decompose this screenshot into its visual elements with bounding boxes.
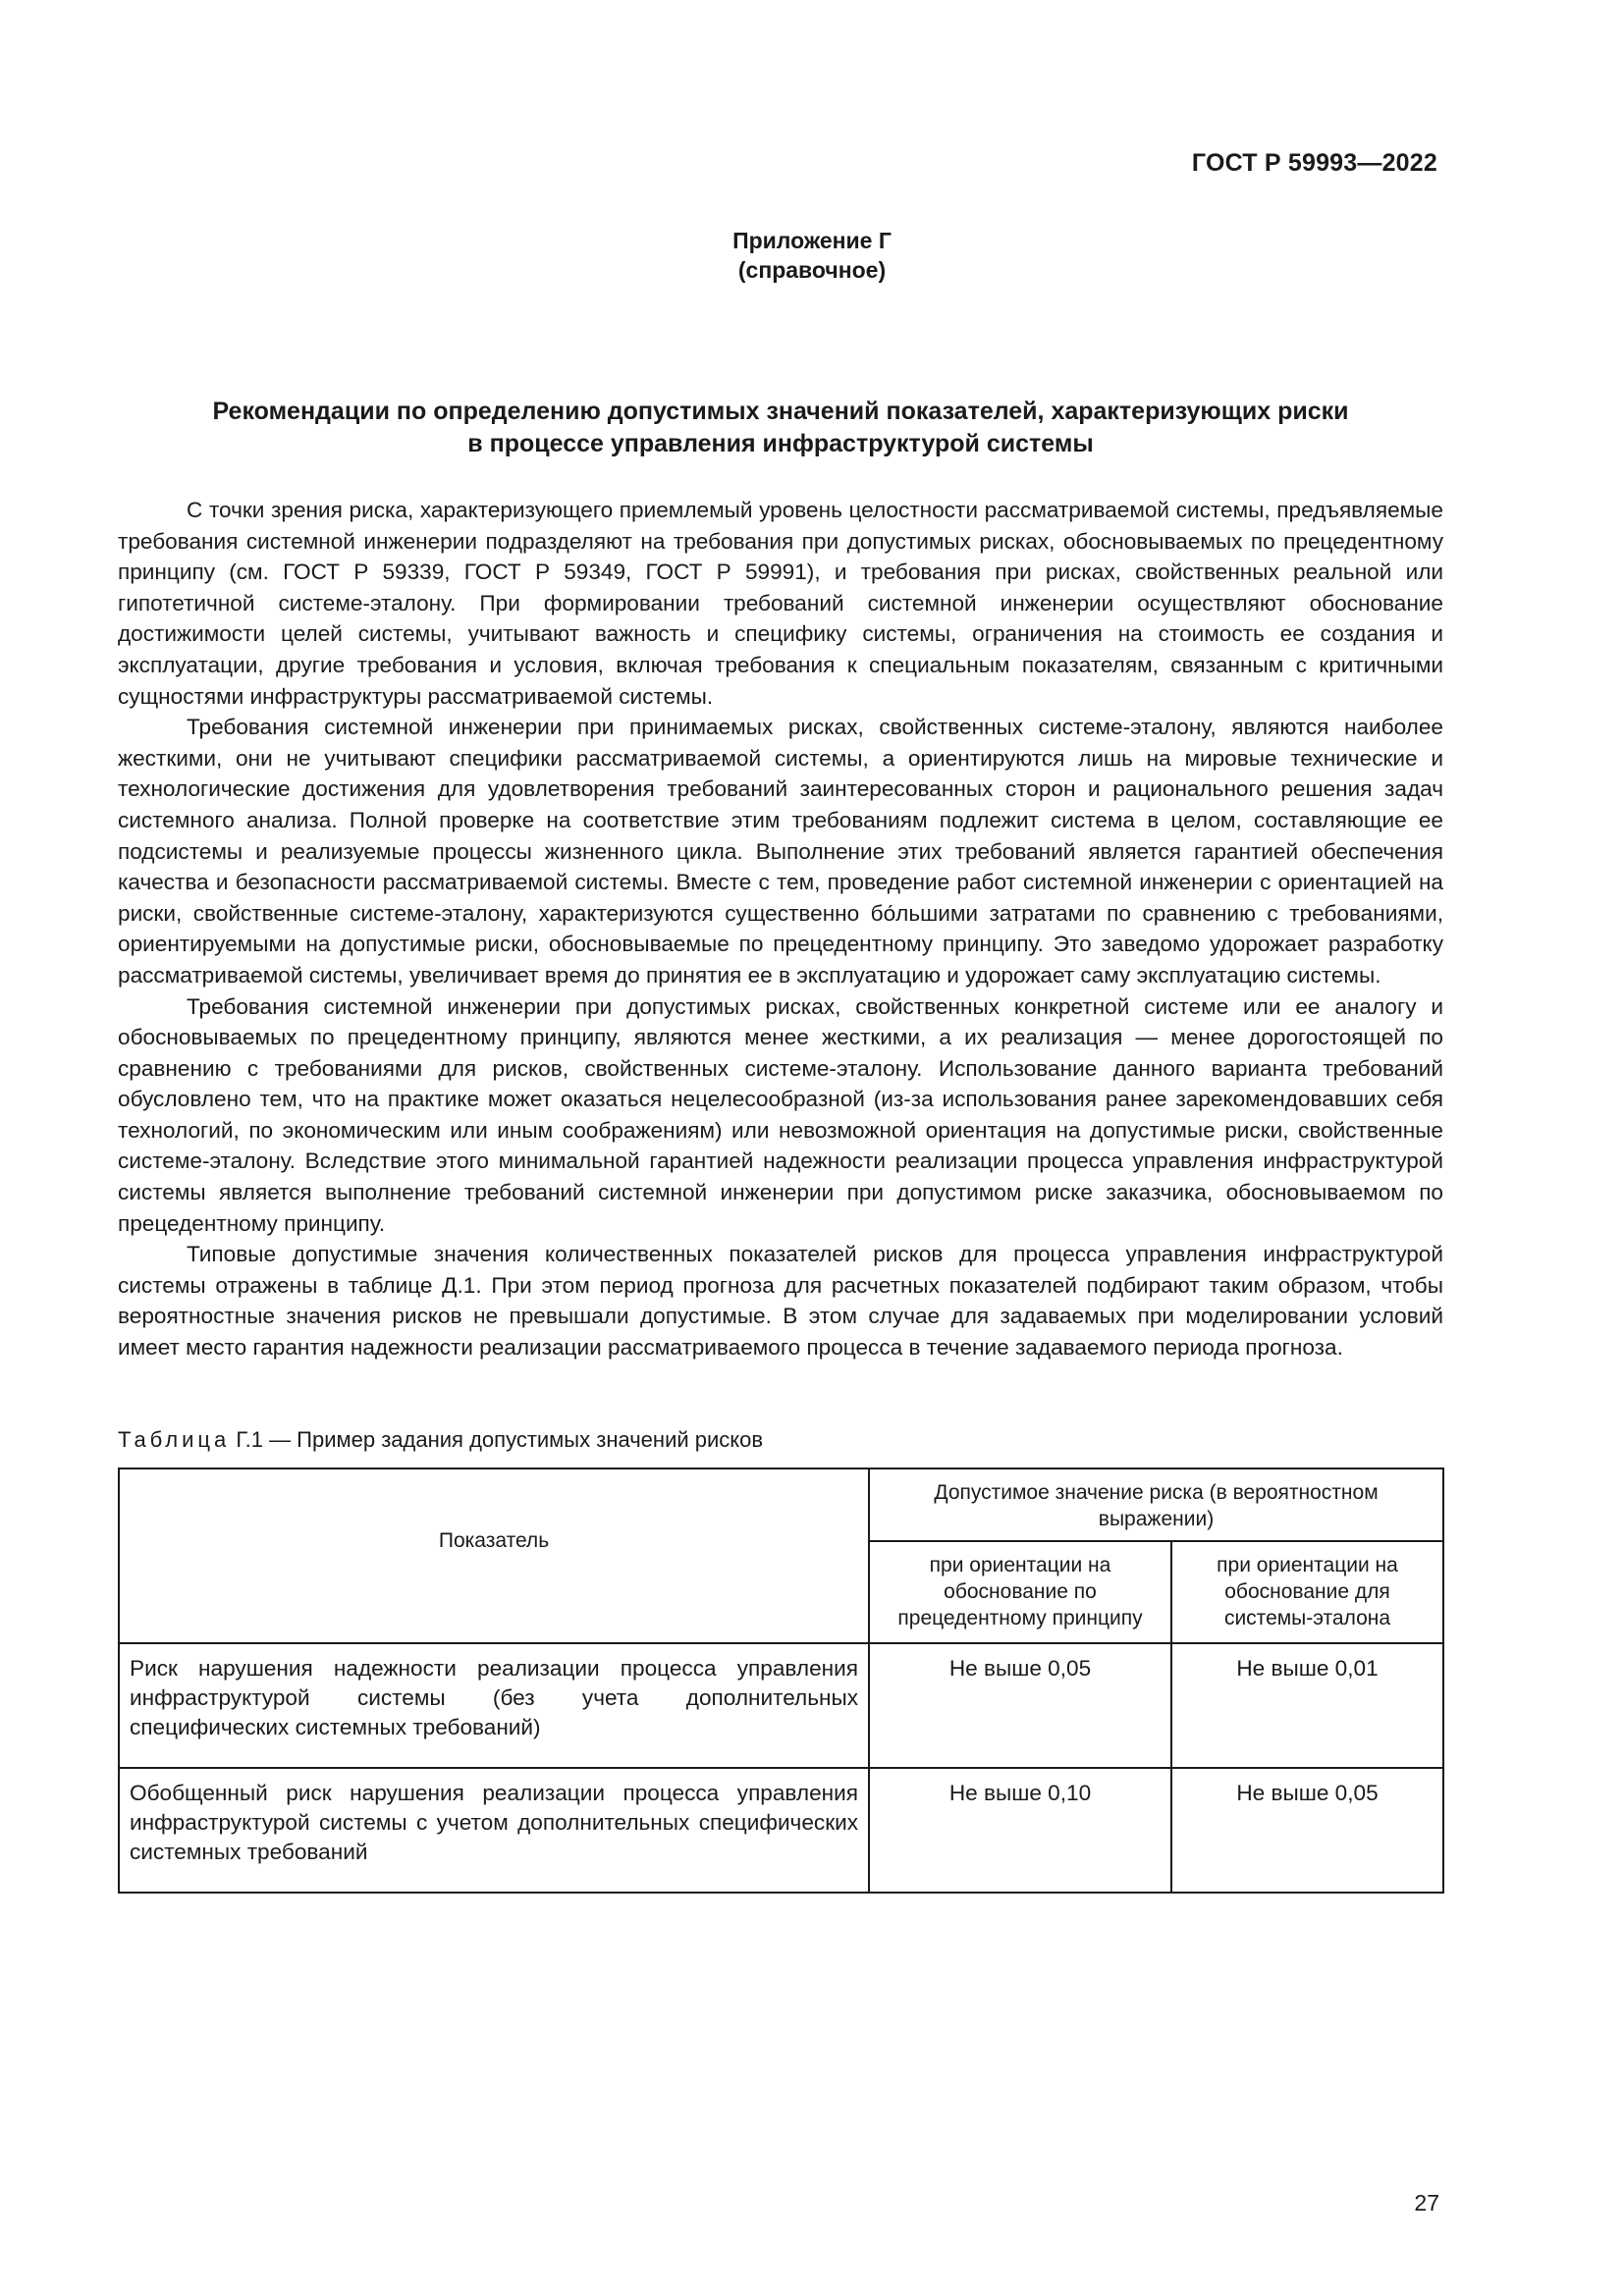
section-title-line-2: в процессе управления инфраструктурой системы (467, 430, 1094, 457)
header-indicator: Показатель (119, 1468, 869, 1643)
header-reference-system: при ориентации на обоснование для системы-эталона (1171, 1541, 1443, 1643)
page-number: 27 (1414, 2190, 1439, 2216)
paragraph: Требования системной инженерии при принимаемых рисках, свойственных системе-эталону, являются наиболее жесткими, они не учитывают специфики рассматриваемой системы, а ориентируются лишь на мировые технические и технологические достижения для удовлетворения требований заинтересованных сторон и рационального решения задач системного анализа. Полной проверке на соответствие этим требованиям подлежит система в целом, составляющие ее подсистемы и реализуемые процессы жизненного цикла. Выполнение этих требований является гарантией обеспечения качества и безопасности рассматриваемой системы. Вместе с тем, проведение работ системной инженерии с ориентацией на риски, свойственные системе-эталону, характеризуются существенно бо́льшими затратами по сравнению с требованиями, ориентируемыми на допустимые риски, обосновываемые по прецедентному принципу. Это заведомо удорожает разработку рассматриваемой системы, увеличивает время до принятия ее в эксплуатацию и удорожает саму эксплуатацию системы. (118, 715, 1443, 988)
section-title-line-1: Рекомендации по определению допустимых значений показателей, характеризующих риски (212, 398, 1349, 425)
table-caption-text: Г.1 — Пример задания допустимых значений рисков (230, 1427, 764, 1452)
table-header-row (119, 1468, 1443, 1541)
header-precedent: при ориентации на обоснование по прецедентному принципу (869, 1541, 1171, 1643)
body-text (118, 495, 1443, 1363)
paragraph: С точки зрения риска, характеризующего приемлемый уровень целостности рассматриваемой системы, предъявляемые требования системной инженерии подразделяют на требования при допустимых рисках, обосновываемых по прецедентному принципу (см. ГОСТ Р 59339, ГОСТ Р 59349, ГОСТ Р 59991), и требования при рисках, свойственных реальной или гипотетичной системе-эталону. При формировании требований системной инженерии осуществляют обоснование достижимости целей системы, учитывают важность и специфику системы, ограничения на стоимость ее создания и эксплуатации, другие требования и условия, включая требования к специальным показателям, связанным с критичными сущностями инфраструктуры рассматриваемой системы. (118, 498, 1443, 709)
header-allowed-risk: Допустимое значение риска (в вероятностном выражении) (869, 1468, 1443, 1541)
paragraph: Типовые допустимые значения количественных показателей рисков для процесса управления инфраструктурой системы отражены в таблице Д.1. При этом период прогноза для расчетных показателей подбирают таким образом, чтобы вероятностные значения рисков не превышали допустимые. В этом случае для задаваемых при моделировании условий имеет место гарантия надежности реализации рассматриваемого процесса в течение задаваемого периода прогноза. (118, 1242, 1443, 1361)
row-reference-value: Не выше 0,05 (1171, 1768, 1443, 1893)
table-caption (118, 1427, 763, 1453)
risk-values-table (118, 1468, 1444, 1894)
section-title (118, 396, 1443, 460)
appendix-title: Приложение Г (732, 228, 892, 253)
appendix-heading (0, 226, 1624, 285)
table-caption-label: Таблица (118, 1427, 231, 1452)
appendix-subtitle: (справочное) (737, 257, 887, 283)
table-row (119, 1643, 1443, 1768)
table-row (119, 1768, 1443, 1893)
document-code: ГОСТ Р 59993—2022 (1191, 149, 1437, 177)
row-precedent-value: Не выше 0,05 (869, 1643, 1171, 1768)
row-reference-value: Не выше 0,01 (1171, 1643, 1443, 1768)
row-indicator: Обобщенный риск нарушения реализации процесса управления инфраструктурой системы с учетом дополнительных специфических системных требований (119, 1768, 869, 1893)
paragraph: Требования системной инженерии при допустимых рисках, свойственных конкретной системе или ее аналогу и обосновываемых по прецедентному принципу, являются менее жесткими, а их реализация — менее дорогостоящей по сравнению с требованиями для рисков, свойственных системе-эталону. Использование данного варианта требований обусловлено тем, что на практике может оказаться нецелесообразной (из-за использования ранее зарекомендовавших себя технологий, по экономическим или иным соображениям) или невозможной ориентация на допустимые риски, свойственные системе-эталону. Вследствие этого минимальной гарантией надежности реализации процесса управления инфраструктурой системы является выполнение требований системной инженерии при допустимом риске заказчика, обосновываемом по прецедентному принципу. (118, 993, 1443, 1236)
row-precedent-value: Не выше 0,10 (869, 1768, 1171, 1893)
row-indicator: Риск нарушения надежности реализации процесса управления инфраструктурой системы (без учета дополнительных специфических системных требований) (119, 1643, 869, 1768)
